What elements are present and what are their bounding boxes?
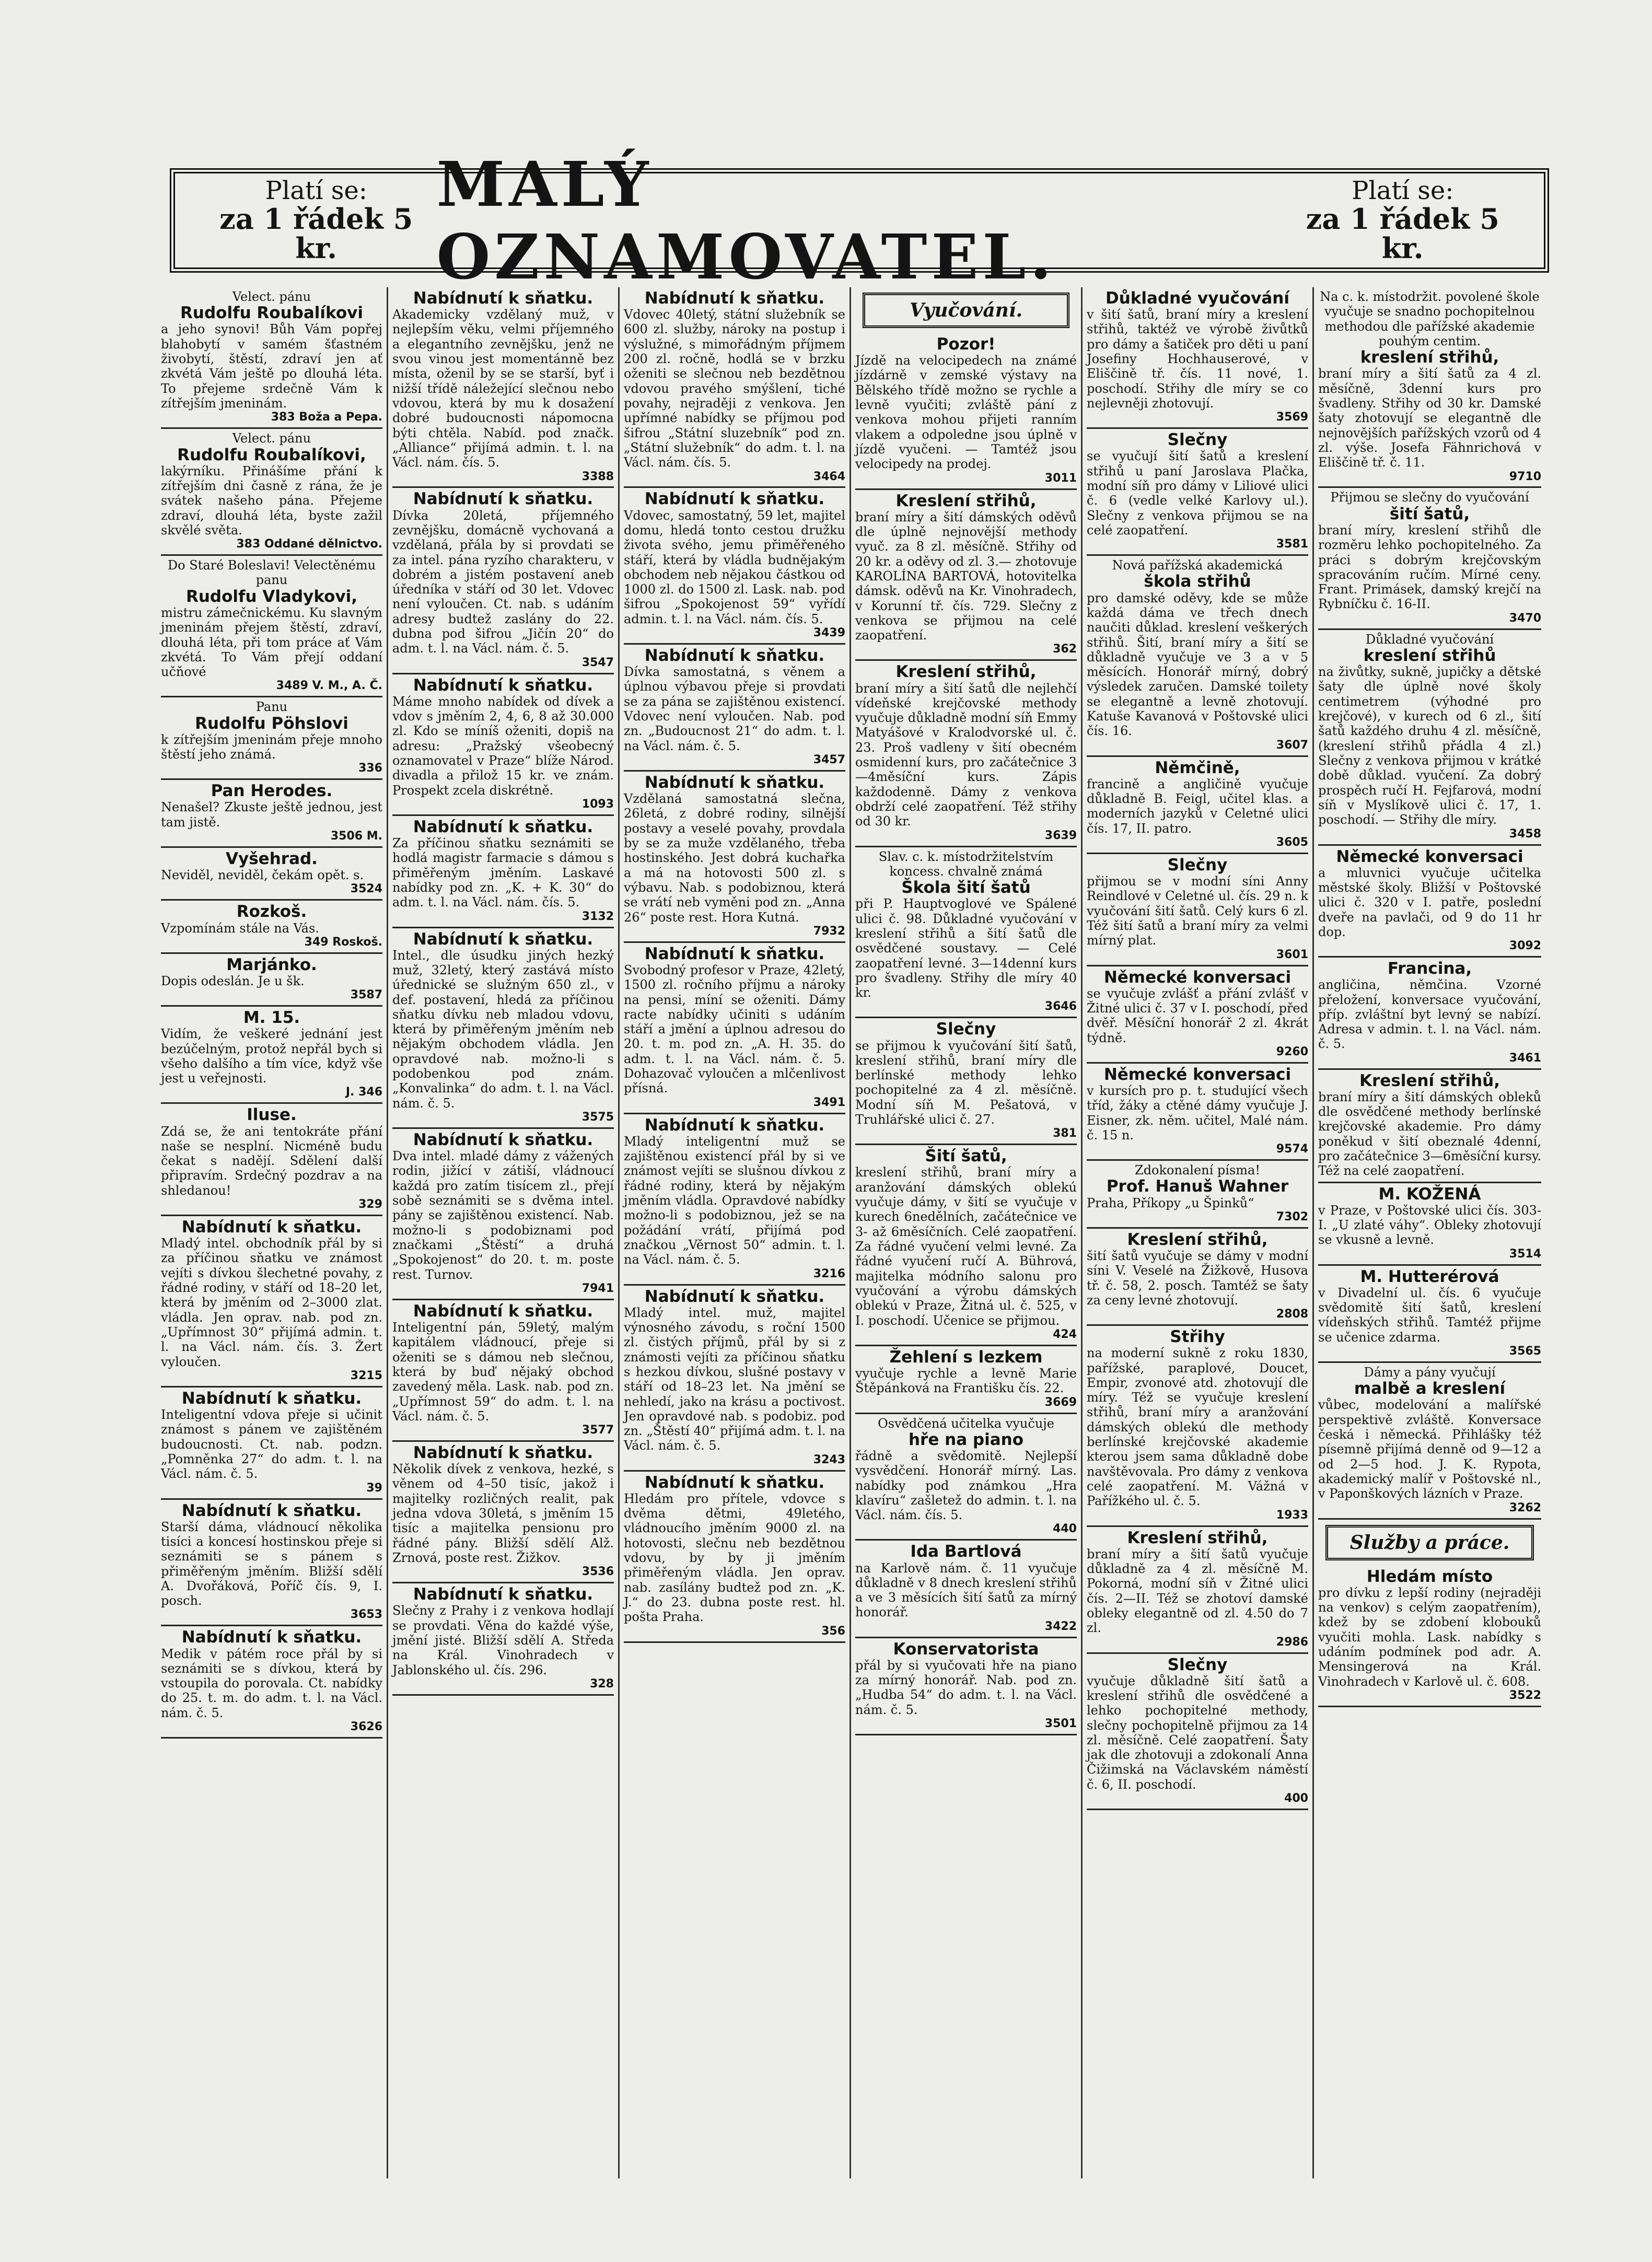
ad-heading: Slečny [1167, 1655, 1228, 1674]
ad-heading: malbě a kreslení [1354, 1379, 1506, 1398]
ad-preamble: Dámy a pány vyučují [1364, 1365, 1496, 1380]
ad-number: 9260 [1276, 1045, 1308, 1058]
ad-body: a jeho synovi! Bůh Vám popřej blahobytí v samém šťastném živobytí, štěstí, zdraví jen ať zkvétá Vám ještě po dlouhá léta. To přejeme srdečně Vám k zítřejším jmeninám. [161, 322, 382, 411]
column-6 [1314, 287, 1545, 2178]
ad-heading: Rudolfu Roubalíkovi, [177, 445, 366, 464]
price-left-line2: za 1 řádek 5 kr. [219, 202, 413, 265]
ad-heading: Nabídnutí k sňatku. [644, 773, 825, 792]
ad-body: Vdovec 40letý, státní služebník se 600 zl. služby, nároky na postup i výslužné, s mimořádným příjmem 200 zl. ročně, hodlá se v brzku oženiti se slečnou neb bezdětnou vdovou pravého smýšlení, tiché povahy, nejraději z venkova. Jen upřímné nabídky se příjmou pod šifrou „Státní sluzebník“ pod zn. „Státní služebník“ do adm. t. l. na Václ. nám. čís. 5. [624, 307, 845, 470]
ad-body: Mladý inteligentní muž se zajištěnou existencí přál by si ve známost vejíti se slušnou dívkou z řádné rodiny, která by nějakým jměním vládla. Opravdové nabídky možno-li s podobiznou, jež se na požádání vrátí, přijímá pod značkou „Věrnost 50“ admin. t. l. na Václ. nám. č. 5. [624, 1134, 845, 1267]
ad-heading: Prof. Hanuš Wahner [1106, 1177, 1289, 1196]
classified-ad [1087, 1229, 1308, 1326]
ad-body: řádně a svědomitě. Nejlepší vysvědčení. Honorář mírný. Las. nabídky pod známkou „Hra klavíru“ zašletež do admin. t. l. na Václ. nám. čís. 5. [855, 1448, 1077, 1523]
ad-body: na živůtky, sukně, jupičky a dětské šaty dle úplně nové školy centimetrem (výhodné pro krejčové), v kurech od 6 zl., šití šatů každého druhu 4 zl. měsíčně, (kreslení střihů přádla 4 zl.) Slečny z venkova přijmou v krátké době důklad. vyučení. Za dobrý prospěch ručí H. Fejfarová, modní síň v Myslíkově ulici č. 17, 1. poschodí. — Střihy dle míry. [1318, 664, 1541, 827]
ad-body: vyučuje důkladně šití šatů a kreslení střihů dle osvědčené a lehko pochopitelné methody, slečny pochopitelně přijmou za 14 zl. měsíčně. Celé zaopatření. Šaty jak dle zhotovuji a zdokonalí Anna Čižimská na Václavském náměstí č. 6, II. poschodí. [1087, 1673, 1308, 1792]
ad-number: 3491 [813, 1095, 845, 1109]
ad-heading: Důkladné vyučování [1105, 289, 1290, 308]
ad-number: 349 Roskoš. [304, 935, 382, 949]
classified-ad [1318, 1070, 1541, 1183]
ad-body: Dívka samostatná, s věnem a úplnou výbavou přeje si provdati se za pána se zajištěnou existencí. Vdovec není vyloučen. Nab. pod zn. „Budoucnost 21“ do adm. t. l. na Václ. nám. č. 5. [624, 664, 845, 753]
ad-heading: Nabídnutí k sňatku. [413, 1585, 594, 1604]
classified-ad [161, 1500, 382, 1627]
ad-body: Nenašel? Zkuste ještě jednou, jest tam jistě. [161, 800, 382, 830]
ad-number: 2808 [1276, 1308, 1308, 1321]
ad-heading: Nabídnutí k sňatku. [413, 1130, 594, 1149]
ad-number: 3243 [813, 1453, 845, 1466]
column-2 [388, 287, 620, 2178]
ad-number: 336 [358, 762, 382, 775]
ad-heading: Iluse. [247, 1105, 297, 1125]
masthead [170, 148, 1549, 293]
ad-number: 400 [1284, 1792, 1308, 1805]
ad-heading: Slečny [1167, 430, 1228, 450]
classified-ad [855, 1346, 1077, 1414]
classified-ad [1318, 488, 1541, 629]
ad-heading: M. 15. [243, 1008, 300, 1028]
classified-ad [392, 928, 614, 1129]
ad-heading: Francina, [1387, 959, 1472, 978]
ad-body: Vidím, že veškeré jednání jest bezúčelným, protož nepřál bych si všeho dalšího a tím více, když vše jest u veřejnosti. [161, 1027, 382, 1086]
ad-number: 3439 [813, 626, 845, 640]
ad-body: Dva intel. mladé dámy z vážených rodin, jižící v zátiší, vládnoucí každá pro zatím tisícem zl., přejí sobě seznámiti se s dvěma intel. pány se zajištěnou existencí. Nab. možno-li s podobiznami pod značkami „Štěstí“ a druhá „Spokojenost“ do 20. t. m. poste rest. Turnov. [392, 1149, 614, 1282]
classified-ad [161, 1007, 382, 1104]
ad-heading: Nabídnutí k sňatku. [181, 1218, 362, 1237]
ad-number: 1093 [581, 797, 614, 811]
ad-number: 3607 [1276, 738, 1308, 752]
ad-body: braní míry a šití šatů vyučuje důkladně za 4 zl. měsíčně M. Pokorná, modní síň v Žitné ulici čís. 2—II. Též se zhotoví damské obleky elegantně od zl. 4.50 do 7 zl. [1087, 1546, 1308, 1636]
ad-body: se přijmou k vyučování šití šatů, kreslení střihů, braní míry dle berlínské methody lehko pochopitelné za 4 zl. měsíčně. Modní síň M. Pešatová, v Truhlářské ulici č. 27. [855, 1038, 1077, 1127]
ad-body: Neviděl, neviděl, čekám opět. s. [161, 868, 364, 883]
ad-heading: Nabídnutí k sňatku. [644, 1473, 825, 1492]
ad-number: 3388 [581, 470, 614, 483]
ad-number: 328 [590, 1677, 614, 1690]
ad-body: se vyučuje zvlášť a přání zvlášť v Žitné ulici č. 37 v I. poschodí, před dvěř. Měsíční honorář 2 zl. 4krát týdně. [1087, 986, 1308, 1045]
ad-body: při P. Hauptvoglové ve Spálené ulici č. 98. Důkladné vyučování v kreslení střihů a šití šatů dle osvědčené soustavy. — Celé zaopatření levné. 3—14denní kurs pro švadleny. Střihy dle míry 40 kr. [855, 896, 1077, 1000]
ad-body: pro damské oděvy, kde se může každá dáma ve třech dnech naučiti důklad. kreslení veškerých střihů. Šití, braní míry a šití se důkladně vyučuje ve 3 a v 5 měsících. Honorář mírný, dobrý výsledek zaručen. Damské toilety se elegantně a levně zhotovují. Katuše Kavanová v Poštovské ulici čís. 16. [1087, 590, 1308, 739]
ad-heading: Kreslení střihů, [895, 491, 1037, 510]
ad-body: francině a angličině vyučuje důkladně B. Feigl, učitel klas. a moderních jazyků v Celetné ulici čís. 17, II. patro. [1087, 776, 1308, 836]
ad-number: 329 [358, 1198, 382, 1211]
ad-heading: Nabídnutí k sňatku. [644, 289, 825, 308]
classified-ad [855, 847, 1077, 1019]
classified-ad [1318, 1183, 1541, 1266]
ad-number: 3216 [813, 1267, 845, 1280]
classified-ad [855, 661, 1077, 847]
price-box-left [196, 178, 436, 263]
ad-body: braní míry a šití dámských oděvů dle úplně nejnovější methody vyuč. za 8 zl. měsíčně. Střihy od 20 kr. a oděvy od zl. 3.— zhotovuje KAROLÍNA BARTOVÁ, hotovitelka dámsk. oděvů na Kr. Vinohradech, v Korunní tř. čís. 729. Slečny z venkova se přijmou na celé zaopatření. [855, 509, 1077, 643]
ad-heading: Německé konversaci [1103, 1065, 1292, 1084]
classified-ad [624, 1286, 845, 1472]
ad-columns [157, 287, 1546, 2178]
classified-ad [161, 697, 382, 780]
classified-ad [1318, 287, 1541, 488]
price-box-right [1283, 178, 1523, 263]
ad-body: Praha, Příkopy „u Špinků“ [1087, 1195, 1254, 1210]
ad-body: Hledám pro přítele, vdovce s dvěma dětmi, 49letého, vládnoucího jměním 9000 zl. na hotovosti, slečnu neb bezdětnou vdovu, by by ji jměním přiměřeným vládla. Jen oprav. nab. zasílány budtež pod zn. „K. J.“ do 23. dubna poste rest. hl. pošta Praha. [624, 1491, 845, 1625]
ad-heading: kreslení střihů [1363, 646, 1496, 666]
ad-heading: Pozor! [936, 335, 996, 354]
ad-number: 3514 [1509, 1247, 1541, 1261]
ad-body: se vyučují šití šatů a kreslení střihů u paní Jaroslava Plačka, modní síň pro dámy v Liliové ulici č. 6 (vedle velké Karlovy ul.). Slečny z venkova přijmou se na celé zaopatření. [1087, 449, 1308, 538]
classified-ad [392, 1129, 614, 1300]
ad-number: 7302 [1276, 1210, 1308, 1223]
ad-body: na Karlově nám. č. 11 vyučuje důkladně v 8 dnech kreslení střihů a ve 3 měsících šití šatů za mírný honorář. [855, 1560, 1077, 1620]
ad-body: Jízdě na velocipedech na známé jízdárně v zemské výstavy na Bělského třídě možno se rychle a levně vyučiti; zvláště pání z venkova mohou přijeti ranním vlakem a odpoledne jsou úplně v jízdě vyučeni. — Tamtéž jsou velocipedy na prodej. [855, 353, 1077, 472]
classified-ad [392, 488, 614, 674]
classified-ad [161, 1104, 382, 1216]
ad-body: Dopis odeslán. Je u šk. [161, 973, 305, 988]
classified-ad [1318, 1566, 1541, 1707]
classified-ad [1318, 1266, 1541, 1363]
ad-heading: Rozkoš. [236, 902, 307, 922]
ad-body: Vzdělaná samostatná slečna, 26letá, z dobré rodiny, silnější postavy a veselé povahy, provdala by se za muže vzdělaného, třeba hostinského. Jest dobrá kuchařka a má na hotovosti 500 zl. s výbavu. Nab. s podobiznou, která se vrátí neb vyměni pod zn. „Anna 26“ poste rest. Hora Kutná. [624, 791, 845, 925]
ad-number: 3092 [1509, 939, 1541, 953]
classified-ad [1087, 1326, 1308, 1526]
ad-heading: Nabídnutí k sňatku. [413, 675, 594, 695]
ad-number: 3457 [813, 753, 845, 766]
ad-heading: Nabídnutí k sňatku. [413, 929, 594, 949]
ad-body: braní míry a šití dámských obleků dle osvědčené methody berlínské krejčovské akademie. Pro dámy poněkud v šití obeznalé 4denní, pro začátečnice 3—6měsíční kursy. Též na celé zaopatření. [1318, 1089, 1541, 1179]
classified-ad [161, 1216, 382, 1387]
ad-body: Akademicky vzdělaný muž, v nejlepším věku, velmi příjemného a elegantního zevnějšku, jenž ne svou vinou jest momentánně bez místa, oženil by se se starší, byť i nižší třídě náležející slečnou nebo vdovou, která by mu k dosažení dobré budoucnosti nápomocna býti chtěla. Nabíd. pod značk. „Alliance“ přijímá admin. t. l. na Václ. nám. čís. 5. [392, 307, 614, 470]
ad-heading: Kreslení střihů, [1127, 1230, 1268, 1249]
ad-number: 424 [1053, 1327, 1077, 1341]
ad-number: 3132 [581, 910, 614, 923]
section-heading: Služby a práce. [1325, 1525, 1534, 1560]
section-heading: Vyučování. [863, 293, 1069, 328]
ad-number: 3489 V. M., A. Č. [276, 679, 382, 693]
ad-number: 1933 [1276, 1508, 1308, 1522]
ad-heading: Nabídnutí k sňatku. [413, 489, 594, 509]
classified-ad [392, 1442, 614, 1583]
ad-heading: Nabídnutí k sňatku. [644, 646, 825, 666]
ad-number: 7932 [813, 924, 845, 938]
ad-heading: šití šatů, [1389, 504, 1470, 523]
classified-ad [855, 490, 1077, 661]
ad-body: na moderní sukně z roku 1830, pařížské, paraplové, Doucet, Empir, zvonové atd. zhotovují dle míry. Též se vyučuje kreslení střihů, braní míry a aranžování dámských oblekú dle methody berlínské krejčovské akademie kterou jsem sama důkladně dobe navštěvovala. Pro dámy z venkova celé zaopatření. M. Vážná v Pařížkého ul. č. 5. [1087, 1346, 1308, 1509]
classified-ad [1318, 630, 1541, 846]
classified-ad [392, 1583, 614, 1696]
ad-number: 3524 [350, 882, 382, 896]
ad-number: 3506 M. [330, 830, 382, 843]
ad-heading: Německé konversaci [1103, 967, 1292, 987]
classified-ad [161, 901, 382, 953]
ad-heading: Německé konversaci [1336, 847, 1523, 866]
ad-heading: Kreslení střihů, [895, 662, 1037, 682]
ad-heading: Nabídnutí k sňatku. [413, 1443, 594, 1463]
ad-heading: Žehlení s lezkem [889, 1347, 1043, 1367]
classified-ad [1087, 429, 1308, 556]
ad-heading: Nabídnutí k sňatku. [644, 1115, 825, 1135]
ad-body: Vzpomínám stále na Vás. [161, 920, 319, 936]
price-right-line2: za 1 řádek 5 kr. [1306, 202, 1499, 265]
ad-heading: Nabídnutí k sňatku. [644, 1287, 825, 1306]
classified-ad [624, 488, 845, 645]
ad-number: 3536 [581, 1565, 614, 1579]
ad-number: 3581 [1276, 538, 1308, 551]
classified-ad [624, 772, 845, 943]
ad-heading: Škola šití šatů [901, 878, 1031, 897]
classified-ad [624, 645, 845, 772]
classified-ad [1318, 958, 1541, 1070]
classified-ad [1087, 757, 1308, 854]
ad-number: 3646 [1044, 1000, 1077, 1013]
price-left-line1: Platí se: [265, 176, 367, 206]
ad-body: Za příčinou sňatku seznámiti se hodlá magistr farmacie s dámou s přiměřeným jměním. Laskavé nabídky pod zn. „K. + K. 30“ do adm. t. l. na Václ. nám. čís. 5. [392, 835, 614, 910]
ad-body: Mladý intel. obchodník přál by si za příčinou sňatku ve známost vejíti s dívkou šlechetné povahy, z řádné rodiny, v stáří od 18–20 let, která by jměním od 2–3000 zlat. vládla. Jen oprav. nab. pod zn. „Upřímnost 30“ přijímá admin. t. l. na Václ. nám. čís. 3. Žert vyloučen. [161, 1236, 382, 1369]
ad-number: 3501 [1044, 1717, 1077, 1731]
ad-heading: Nabídnutí k sňatku. [181, 1501, 362, 1520]
ad-heading: Nabídnutí k sňatku. [181, 1628, 362, 1647]
ad-heading: Slečny [1167, 855, 1228, 875]
ad-preamble: Panu [255, 699, 288, 715]
classified-ad [392, 674, 614, 816]
ad-body: kreslení střihů, braní míry a aranžování dámských oblekú vyučuje dámy, v šití se vyučuje v kurech 6nedělních, začátečnice ve 3- až 6měsíčních. Celé zaopatření. Za řádné vyučení velmi levné. Za řádné vyučení ručí A. Bührová, majitelka módního salonu pro vyučování a výrobu dámských oblekú v Praze, Žitná ul. č. 525, v I. poschodí. Učenice se přijmou. [855, 1165, 1077, 1328]
ad-number: 3626 [350, 1720, 382, 1734]
ad-heading: Kreslení střihů, [1127, 1528, 1268, 1547]
ad-heading: Konservatorista [893, 1639, 1039, 1659]
ad-number: 3458 [1509, 827, 1541, 841]
classified-ad [1087, 854, 1308, 966]
ad-body: Medik v pátém roce přál by si seznámiti se s dívkou, která by vstoupila do porovala. Ct. nabídky do 25. t. m. do adm. t. l. na Václ. nám. č. 5. [161, 1646, 382, 1720]
ad-number: 3422 [1044, 1619, 1077, 1633]
ad-number: 3461 [1509, 1051, 1541, 1065]
ad-body: Svobodný profesor v Praze, 42letý, 1500 zl. ročního příjmu a nároky na pensi, míní se oženiti. Dámy racte nabídky učiniti s udáním stáří a jmění a úplnou adresou do 20. t. m. pod zn. „A. H. 35. do adm. t. l. na Václ. nám. č. 5. Dohazovač vyloučen a mlčenlivost přísná. [624, 962, 845, 1096]
ad-heading: Vyšehrad. [226, 849, 318, 869]
ad-body: Vdovec, samostatný, 59 let, majitel domu, hledá tonto cestou družku života svého, jemu přiměřeného stáří, která by vládla budnějakým obchodem neb nějakou částkou od 1000 zl. do 1500 zl. Lask. nab. pod šifrou „Spokojenost 59“ vyřídí admin. t. l. na Václ. nám. čís. 5. [624, 508, 845, 626]
ad-heading: Kreslení střihů, [1359, 1071, 1500, 1090]
classified-ad [161, 1387, 382, 1500]
ad-body: angličina, němčina. Vzorné přeložení, konversace vyučování, příp. zvláštní byt levný se nabízí. Adresa v admin. t. l. na Václ. nám. č. 5. [1318, 977, 1541, 1052]
classified-ad [855, 1018, 1077, 1145]
column-4 [851, 287, 1083, 2178]
ad-heading: Hledám místo [1366, 1567, 1493, 1586]
ad-number: 3215 [350, 1369, 382, 1382]
ad-number: 3011 [1044, 471, 1077, 485]
ad-body: v šití šatů, braní míry a kreslení střihů, taktéž ve výrobě živůtků pro dámy a šatiček pro děti u paní Josefiny Hochhauserové, v Eliščině tř. čís. 11 nové, 1. poschodí. Střihy dle míry se co nejlevněji zhotovují. [1087, 307, 1308, 411]
classified-ad [161, 954, 382, 1007]
ad-number: 440 [1053, 1522, 1077, 1536]
ad-body: Inteligentní pán, 59letý, malým kapitálem vládnoucí, přeje si oženiti se s dámou neb slečnou, která by buď nějaký obchod zavedený měla. Lask. nab. pod zn. „Upřímnost 59“ do adm. t. l. na Václ. nám. č. 5. [392, 1320, 614, 1424]
column-1 [157, 287, 388, 2178]
ad-body: Několik dívek z venkova, hezké, s věnem od 4–50 tisíc, jakož i majitelky rozličných realit, pak jedna vdova 30letá, s jměním 15 tisíc a majitelka pensionu pro řádné pány. Bližší sdělí Alž. Zrnová, poste rest. Žižkov. [392, 1462, 614, 1566]
ad-heading: Nabídnutí k sňatku. [644, 489, 825, 509]
ad-preamble: Velect. pánu [232, 289, 311, 304]
page-title: MALÝ OZNAMOVATEL. [436, 148, 1056, 293]
classified-ad [1087, 1064, 1308, 1161]
ad-number: 3639 [1044, 829, 1077, 842]
classified-ad [855, 1145, 1077, 1346]
ad-number: 7941 [581, 1281, 614, 1295]
ad-preamble: Do Staré Boleslavi! Velectěnému panu [167, 558, 376, 588]
ad-body: lakýrníku. Přinášíme přání k zítřejším dni časně z rána, že je svátek našeho pána. Přejeme zdraví, dlouhá léta, byste zažil skvělé světa. [161, 463, 382, 538]
ad-body: šití šatů vyučuje se dámy v modní síni V. Veselé na Žižkově, Husova tř. č. 58, 2. posch. Tamtéž se šaty za ceny levné zhotovují. [1087, 1248, 1308, 1308]
ad-number: 3601 [1276, 948, 1308, 961]
classified-ad [855, 1414, 1077, 1541]
ad-body: Inteligentní vdova přeje si učinit známost s pánem ve zajištěném budoucnosti. Ct. nab. podzn. „Pomněnka 27“ do adm. t. l. na Václ. nám. č. 5. [161, 1407, 382, 1482]
ad-body: Mladý intel. muž, majitel výnosného závodu, s roční 1500 zl. čistých příjmů, přál by si z známosti vejíti za příčinou sňatku s hezkou dívkou, slušné postavy v stáří od 18–23 let. Na jmění se nehledí, jako na krásu a poctivost. Jen opravdové nab. s podobiz. pod zn. „Štěstí 40“ přijímá adm. t. l. na Václ. nám. č. 5. [624, 1305, 845, 1453]
ad-number: 9574 [1276, 1142, 1308, 1156]
ad-body: braní míry a šití šatů dle nejlehčí vídeňské krejčovské methody vyučuje důkladně modní síň Emmy Matyášové v Kralodvorské ul. č. 23. Proš vadleny v šití obecném osmidenní kurs, pro začátečnice 3—4měsíční kurs. Zápis každodenně. Dámy z venkova obdrží celé zaopatření. Též střihy od 30 kr. [855, 681, 1077, 829]
classified-ad [1087, 1654, 1308, 1811]
ad-preamble: Osvědčená učitelka vyučuje [878, 1416, 1054, 1431]
ad-heading: škola střihů [1144, 572, 1251, 591]
classified-ad [392, 1300, 614, 1442]
classified-ad [855, 1541, 1077, 1638]
ad-number: 3262 [1509, 1501, 1541, 1514]
ad-heading: Střihy [1170, 1327, 1225, 1347]
classified-ad [1087, 287, 1308, 429]
classified-ad [161, 848, 382, 901]
ad-heading: Rudolfu Roubalíkovi [180, 304, 363, 323]
ad-number: J. 346 [345, 1086, 382, 1099]
classified-ad [1087, 1161, 1308, 1229]
ad-number: 9710 [1509, 470, 1541, 483]
ad-body: v Praze, v Poštovské ulici čís. 303-I. „U zlaté váhy“. Obleky zhotovují se vkusně a levně. [1318, 1203, 1541, 1247]
ad-number: 3605 [1276, 835, 1308, 849]
ad-body: pro dívku z lepší rodiny (nejraději na venkov) s celým zaopatřením), kdež by se zdobení klobouků vyučiti mohla. Lask. nabídky s udáním podmínek pod adr. A. Mensingerová na Král. Vinohradech v Karlově ul. č. 608. [1318, 1585, 1541, 1689]
ad-heading: Slečny [936, 1020, 996, 1039]
price-right-line1: Platí se: [1352, 176, 1454, 206]
ad-body: Slečny z Prahy i z venkova hodlají se provdati. Věna do každé výše, jmění jisté. Bližší sdělí A. Středa na Král. Vinohradech v Jablonského ul. čís. 296. [392, 1603, 614, 1677]
classified-ad [624, 1114, 845, 1286]
ad-preamble: Zdokonalení písma! [1135, 1163, 1260, 1178]
ad-heading: Nabídnutí k sňatku. [644, 944, 825, 963]
ad-body: vůbec, modelování a malířské perspektivě zvláště. Konversace česká i německá. Přihlášky též písemně přijímá denně od 9—12 a od 2—5 hod. J. K. Rypota, akademický malíř v Poštovské nl., v Paponškových lázních v Praze. [1318, 1397, 1541, 1501]
classified-ad [855, 1638, 1077, 1735]
classified-ad [1318, 1363, 1541, 1520]
ad-preamble: Přijmou se slečny do vyučování [1330, 490, 1529, 505]
ad-heading: Marjánko. [226, 955, 317, 974]
ad-body: přijmou se v modní síni Anny Reindlové v Celetné ul. čís. 29 n. k vyučování šití šatů. Celý kurs 6 zl. Též šití šatů a braní míry za velmi mírný plat. [1087, 874, 1308, 948]
ad-body: Zdá se, že ani tentokráte přání naše se nesplní. Nicméně budu čekat s nadějí. Sdělení další připravím. Srdečný pozdrav a na shledanou! [161, 1124, 382, 1198]
ad-body: braní míry a šití šatů za 4 zl. měsíčně, 3denní kurs pro švadleny. Střihy od 30 kr. Damské šaty zhotovují se elegantně dle nejnovějších pařížských vzorů od 4 zl. výše. Josefa Fähnrichová v Eliščině tř. č. 11. [1318, 366, 1541, 470]
ad-preamble: Velect. pánu [232, 431, 311, 446]
ad-heading: M. KOŽENÁ [1378, 1184, 1481, 1204]
ad-heading: Nabídnutí k sňatku. [413, 817, 594, 836]
ad-number: 39 [366, 1481, 382, 1495]
ad-heading: Ida Bartlová [910, 1542, 1022, 1561]
ad-number: 2986 [1276, 1635, 1308, 1649]
ad-number: 383 Oddané dělnictvo. [236, 538, 382, 551]
classified-ad [1087, 966, 1308, 1064]
ad-heading: hře na piano [908, 1430, 1024, 1449]
classified-ad [1087, 556, 1308, 756]
ad-number: 356 [821, 1624, 845, 1638]
ad-body: Starší dáma, vládnoucí několika tisíci a koncesí hostinskou přeje si seznámiti se s pánem s přiměřeným jměním. Bližší sdělí A. Dvořáková, Poříč čís. 9, I. posch. [161, 1519, 382, 1608]
ad-body: a mluvnici vyučuje učitelka městské školy. Bližší v Poštovské ulici č. 320 v I. patře, poslední dveře na pavlači, od 9 do 11 hr dop. [1318, 865, 1541, 939]
ad-heading: Rudolfu Pöhslovi [195, 714, 348, 733]
ad-body: přál by si vyučovati hře na piano za mírný honorář. Nab. pod zn. „Hudba 54“ do adm. t. l. na Václ. nám. č. 5. [855, 1658, 1077, 1717]
classified-ad [1087, 1527, 1308, 1654]
ad-number: 3587 [350, 988, 382, 1002]
ad-body: mistru zámečnickému. Ku slavným jmeninám přejem štěstí, zdraví, dlouhá léta, při tom práce ať Vám zkvétá. To Vám přejí oddaní učňové [161, 605, 382, 680]
ad-body: vyučuje rychle a levně Marie Štěpánková na Františku čís. 22. [855, 1366, 1077, 1396]
ad-number: 3464 [813, 470, 845, 483]
ad-number: 383 Boža a Pepa. [271, 411, 382, 424]
classified-ad [161, 287, 382, 429]
ad-heading: Nabídnutí k sňatku. [413, 1301, 594, 1321]
classified-ad [161, 556, 382, 697]
ad-preamble: Na c. k. místodržit. povolené škole vyučuje se snadno pochopitelnou methodou dle pařížské akademie pouhým centim. [1320, 289, 1540, 348]
ad-number: 381 [1053, 1127, 1077, 1140]
ad-number: 3653 [350, 1608, 382, 1622]
ad-preamble: Důkladné vyučování [1365, 632, 1494, 647]
ad-body: Dívka 20letá, příjemného zevnějšku, domácně vychovaná a vzdělaná, přála by si provdati se za intel. pána ryzího charakteru, v dobrém a jistém postavení aneb úředníka v stáří od 30 let. Vdovec není vyloučen. Ct. nab. s udáním adresy budtež zaslány do 22. dubna pod šifrou „Jičín 20“ do adm. t. l. na Václ. nám. č. 5. [392, 508, 614, 656]
ad-heading: Rudolfu Vladykovi, [185, 587, 358, 606]
ad-heading: Němčině, [1155, 758, 1240, 777]
ad-body: v kursích pro p. t. studující všech tříd, žáky a ctěné dámy vyučuje J. Eisner, zk. něm. učitel, Malé nám. č. 15 n. [1087, 1083, 1308, 1142]
column-5 [1083, 287, 1314, 2178]
classified-ad [161, 780, 382, 848]
ad-number: 362 [1053, 643, 1077, 656]
ad-number: 3577 [581, 1424, 614, 1437]
ad-number: 3547 [581, 656, 614, 669]
classified-ad [855, 333, 1077, 490]
classified-ad [624, 943, 845, 1114]
ad-body: v Divadelní ul. čís. 6 vyučuje svědomitě šití šatů, kreslení vídeňských střihů. Tamtéž přijme se učenice zdarma. [1318, 1285, 1541, 1345]
ad-body: k zítřejším jmeninám přeje mnoho štěstí jeho známá. [161, 732, 382, 762]
ad-heading: Pan Herodes. [211, 782, 333, 801]
classified-ad [624, 287, 845, 488]
classified-ad [624, 1472, 845, 1643]
ad-number: 3569 [1276, 411, 1308, 424]
classified-ad [161, 1626, 382, 1739]
classified-ad [1318, 846, 1541, 958]
ad-heading: M. Hutterérová [1360, 1267, 1499, 1286]
ad-number: 3522 [1509, 1688, 1541, 1702]
ad-number: 3565 [1509, 1345, 1541, 1358]
ad-preamble: Nová pařížská akademická [1112, 558, 1283, 573]
column-3 [620, 287, 851, 2178]
ad-number: 3470 [1509, 611, 1541, 625]
ad-number: 3575 [581, 1111, 614, 1124]
ad-heading: kreslení střihů, [1360, 348, 1499, 367]
ad-number: 3669 [1044, 1395, 1077, 1409]
ad-heading: Šití šatů, [925, 1147, 1007, 1166]
ad-body: Máme mnoho nabídek od dívek a vdov s jměním 2, 4, 6, 8 až 30.000 zl. Kdo se míníš oženiti, dopiš na adresu: „Pražský všeobecný oznamovatel v Praze“ blíže Národ. divadla a přilož 15 kr. ve znám. Prospekt zcela diskrétně. [392, 694, 614, 798]
classified-ad [392, 287, 614, 488]
ad-heading: Nabídnutí k sňatku. [181, 1389, 362, 1408]
classified-ad [392, 816, 614, 928]
ad-body: Intel., dle úsudku jiných hezký muž, 32letý, který zastává místo úřednické se služným 650 zl., v def. postavení, hledá za příčinou sňatku dívku neb mladou vdovu, která by přiměřeným jměním neb nějakým obchodem vládla. Jen opravdové nab. možno-li s podobenkou pod znám. „Konvalinka“ do adm. t. l. na Václ. nám. č. 5. [392, 948, 614, 1111]
ad-heading: Nabídnutí k sňatku. [413, 289, 594, 308]
ad-preamble: Slav. c. k. místodržitelstvím koncess. chvalně známá [878, 849, 1054, 879]
classified-ad [161, 429, 382, 556]
ad-body: braní míry, kreslení střihů dle rozměru lehko pochopitelného. Za práci s dobrým krejčovským spracováním ručím. Mírné ceny. Frant. Primásek, damský krejčí na Rybníčku č. 16-II. [1318, 522, 1541, 612]
